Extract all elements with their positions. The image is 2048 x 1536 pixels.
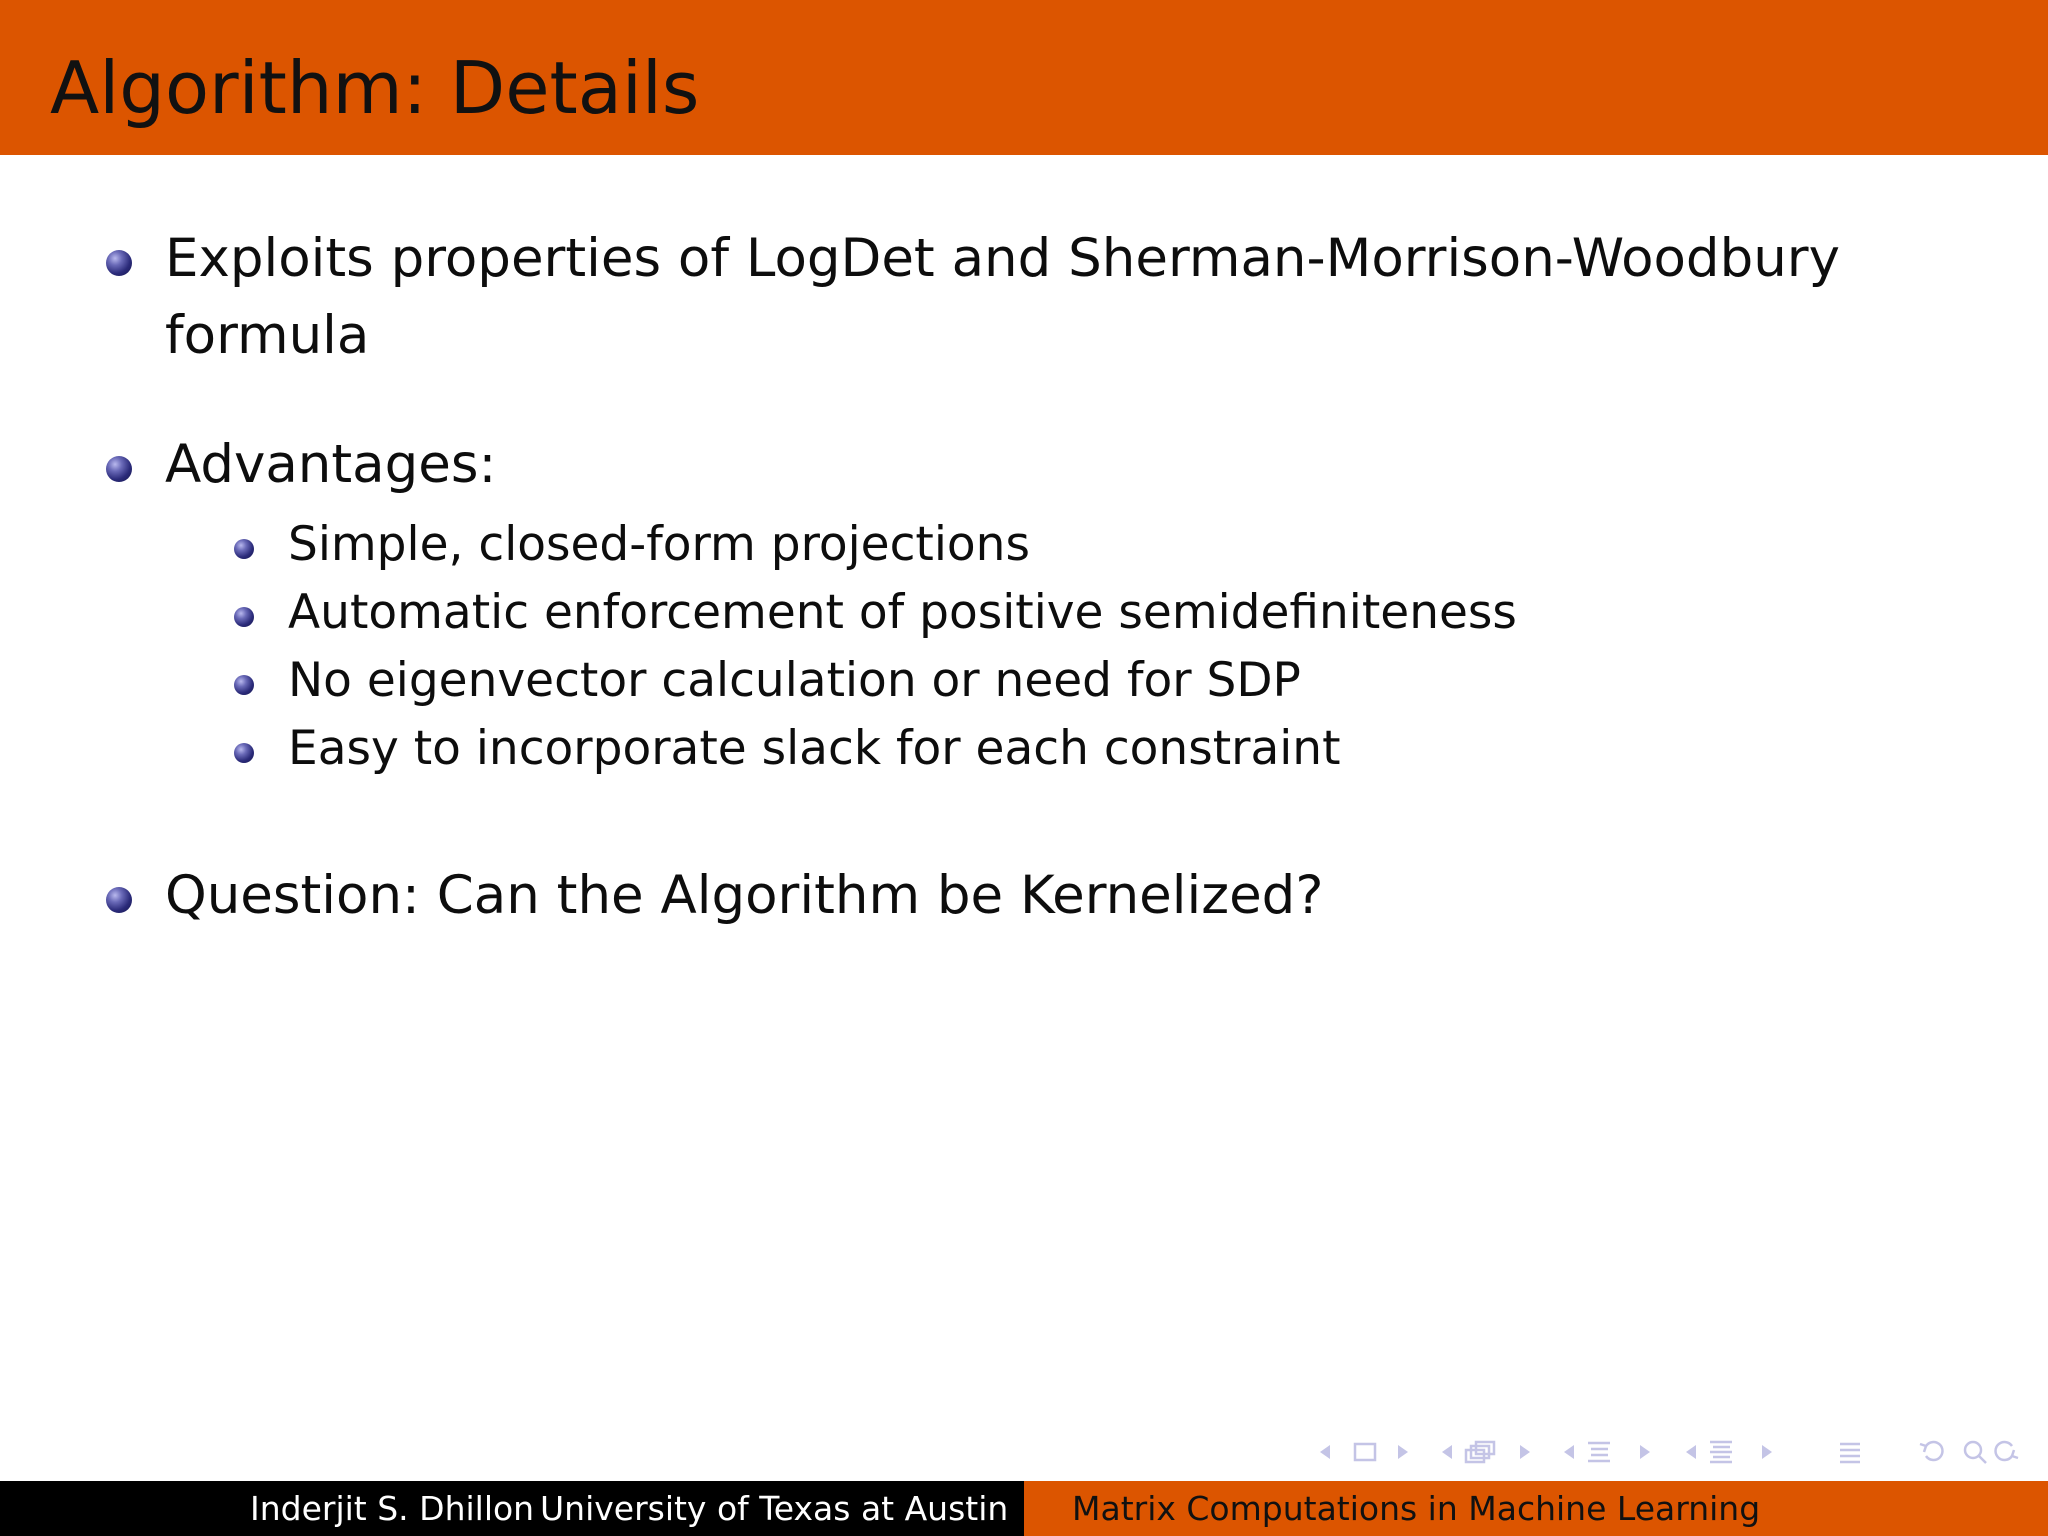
section-icon[interactable]: [1588, 1443, 1610, 1461]
sub-bullet-icon: [234, 607, 254, 627]
sub-bullet-text-4: Easy to incorporate slack for each constraint: [288, 721, 1341, 776]
footer-left: [0, 1481, 1024, 1536]
bullet-text-1-line-2: formula: [165, 305, 370, 366]
search-icon[interactable]: [1965, 1442, 1986, 1463]
sub-bullet-text-1: Simple, closed-form projections: [288, 517, 1030, 572]
arrow-left-icon[interactable]: [1442, 1445, 1452, 1459]
bullet-icon: [106, 456, 132, 482]
bullet-text-1-line-1: Exploits properties of LogDet and Sherman-Morrison-Woodbury: [165, 228, 1840, 289]
footer-right: [1024, 1481, 2048, 1536]
forward-icon[interactable]: [1996, 1442, 2018, 1460]
bullet-icon: [106, 250, 132, 276]
sub-bullet-text-2: Automatic enforcement of positive semidefiniteness: [288, 585, 1517, 640]
title-bar: [0, 0, 2048, 155]
sub-bullet-icon: [234, 675, 254, 695]
footer-institution: University of Texas at Austin: [540, 1489, 1009, 1528]
arrow-left-icon[interactable]: [1564, 1445, 1574, 1459]
frame-icon[interactable]: [1355, 1444, 1375, 1460]
sub-bullet-text-3: No eigenvector calculation or need for SDP: [288, 653, 1301, 708]
back-icon[interactable]: [1920, 1442, 1942, 1460]
bullet-text-3: Question: Can the Algorithm be Kernelized?: [165, 865, 1324, 926]
arrow-left-icon[interactable]: [1320, 1445, 1330, 1459]
subsection-icon[interactable]: [1466, 1442, 1494, 1462]
bullet-icon: [106, 887, 132, 913]
arrow-left-icon[interactable]: [1686, 1445, 1696, 1459]
sub-bullet-icon: [234, 743, 254, 763]
arrow-right-icon[interactable]: [1520, 1445, 1530, 1459]
align-icon[interactable]: [1840, 1444, 1860, 1462]
bullet-text-2: Advantages:: [165, 434, 497, 495]
arrow-right-icon[interactable]: [1398, 1445, 1408, 1459]
navigation-icons: [1308, 1436, 2048, 1468]
slide-title: Algorithm: Details: [50, 46, 700, 130]
document-icon[interactable]: [1710, 1442, 1732, 1462]
arrow-right-icon[interactable]: [1640, 1445, 1650, 1459]
arrow-right-icon[interactable]: [1762, 1445, 1772, 1459]
footer-course: Matrix Computations in Machine Learning: [1072, 1489, 1761, 1528]
sub-bullet-icon: [234, 539, 254, 559]
footer-author: Inderjit S. Dhillon: [250, 1489, 535, 1528]
footer: [0, 1481, 2048, 1536]
navigation-bar: [1308, 1436, 2048, 1468]
